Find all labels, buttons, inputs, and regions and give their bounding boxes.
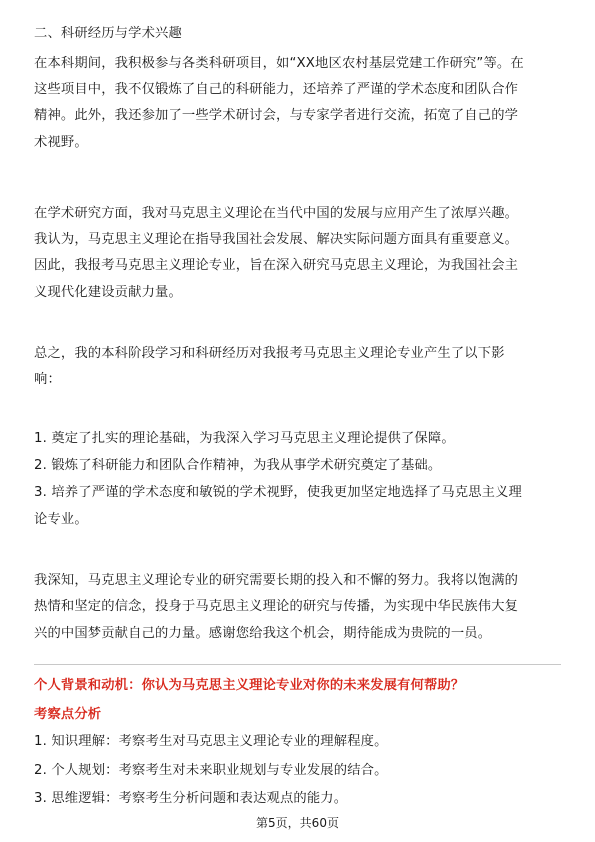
list-item: 2. 锻炼了科研能力和团队合作精神，为我从事学术研究奠定了基础。 (34, 458, 442, 473)
section-heading: 二、科研经历与学术兴趣 (34, 26, 182, 41)
page-number: 第5页，共60页 (256, 816, 339, 830)
paragraph-line: 热情和坚定的信念，投身于马克思主义理论的研究与传播，为实现中华民族伟大复 (34, 599, 519, 614)
section-divider (34, 664, 561, 665)
paragraph-line: 术视野。 (34, 135, 88, 150)
question-title: 个人背景和动机：你认为马克思主义理论专业对你的未来发展有何帮助？ (34, 678, 465, 693)
list-item-continuation: 论专业。 (34, 512, 88, 527)
paragraph-line: 这些项目中，我不仅锻炼了自己的科研能力，还培养了严谨的学术态度和团队合作 (34, 82, 519, 97)
paragraph-line: 响： (34, 372, 61, 387)
paragraph-line: 总之，我的本科阶段学习和科研经历对我报考马克思主义理论专业产生了以下影 (34, 346, 505, 361)
paragraph-line: 兴的中国梦贡献自己的力量。感谢您给我这个机会，期待能成为贵院的一员。 (34, 626, 492, 641)
analysis-point: 3. 思维逻辑：考察考生分析问题和表达观点的能力。 (34, 791, 348, 806)
paragraph-line: 我深知，马克思主义理论专业的研究需要长期的投入和不懈的努力。我将以饱满的 (34, 573, 519, 588)
list-item: 3. 培养了严谨的学术态度和敏锐的学术视野，使我更加坚定地选择了马克思主义理 (34, 485, 523, 500)
paragraph-line: 在本科期间，我积极参与各类科研项目，如“XX地区农村基层党建工作研究”等。在 (34, 56, 524, 71)
analysis-point: 1. 知识理解：考察考生对马克思主义理论专业的理解程度。 (34, 734, 388, 749)
paragraph-line: 义现代化建设贡献力量。 (34, 285, 182, 300)
paragraph-line: 我认为，马克思主义理论在指导我国社会发展、解决实际问题方面具有重要意义。 (34, 232, 519, 247)
list-item: 1. 奠定了扎实的理论基础，为我深入学习马克思主义理论提供了保障。 (34, 431, 455, 446)
analysis-point: 2. 个人规划：考察考生对未来职业规划与专业发展的结合。 (34, 763, 388, 778)
paragraph-line: 因此，我报考马克思主义理论专业，旨在深入研究马克思主义理论，为我国社会主 (34, 258, 519, 273)
paragraph-line: 精神。此外，我还参加了一些学术研讨会，与专家学者进行交流，拓宽了自己的学 (34, 108, 519, 123)
paragraph-line: 在学术研究方面，我对马克思主义理论在当代中国的发展与应用产生了浓厚兴趣。 (34, 206, 519, 221)
analysis-heading: 考察点分析 (34, 707, 102, 722)
